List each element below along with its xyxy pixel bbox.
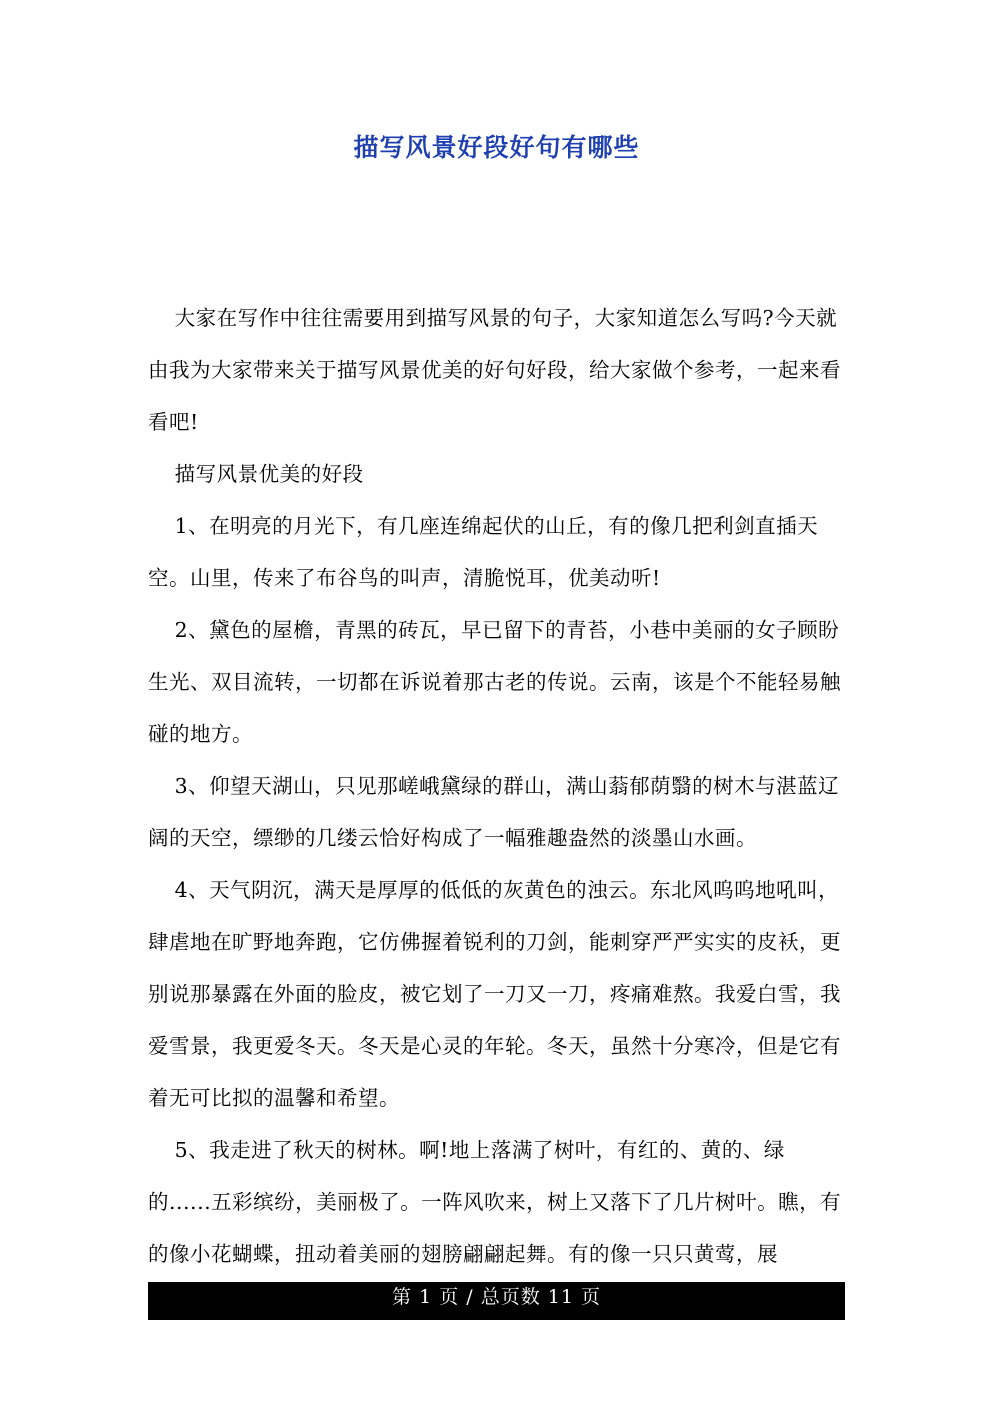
page-footer — [148, 1282, 845, 1320]
intro-paragraph: 大家在写作中往往需要用到描写风景的句子，大家知道怎么写吗?今天就由我为大家带来关于描写风景优美的好句好段，给大家做个参考，一起来看看吧! — [148, 306, 841, 434]
list-item: 2、黛色的屋檐，青黑的砖瓦，早已留下的青苔，小巷中美丽的女子顾盼生光、双目流转，一切都在诉说着那古老的传说。云南，该是个不能轻易触碰的地方。 — [148, 618, 841, 746]
list-item: 3、仰望天湖山，只见那嵯峨黛绿的群山，满山蓊郁荫翳的树木与湛蓝辽阔的天空，缥缈的几缕云恰好构成了一幅雅趣盎然的淡墨山水画。 — [148, 774, 840, 850]
page-indicator: 第 1 页 / 总页数 11 页 — [392, 1286, 601, 1308]
list-item: 4、天气阴沉，满天是厚厚的低低的灰黄色的浊云。东北风呜呜地吼叫，肆虐地在旷野地奔跑，它仿佛握着锐利的刀剑，能刺穿严严实实的皮袄，更别说那暴露在外面的脸皮，被它划了一刀又一刀，疼痛难熬。我爱白雪，我爱雪景，我更爱冬天。冬天是心灵的年轮。冬天，虽然十分寒冷，但是它有着无可比拟的温馨和希望。 — [148, 878, 841, 1110]
document-body — [148, 292, 844, 1280]
document-title: 描写风景好段好句有哪些 — [353, 133, 640, 162]
section-heading: 描写风景优美的好段 — [174, 462, 364, 486]
list-item: 1、在明亮的月光下，有几座连绵起伏的山丘，有的像几把利剑直插天空。山里，传来了布谷鸟的叫声，清脆悦耳，优美动听! — [148, 514, 819, 590]
list-item: 5、我走进了秋天的树林。啊!地上落满了树叶，有红的、黄的、绿的......五彩缤纷，美丽极了。一阵风吹来，树上又落下了几片树叶。瞧，有的像小花蝴蝶，扭动着美丽的翅膀翩翩起舞。有的像一只只黄莺，展 — [148, 1138, 842, 1266]
